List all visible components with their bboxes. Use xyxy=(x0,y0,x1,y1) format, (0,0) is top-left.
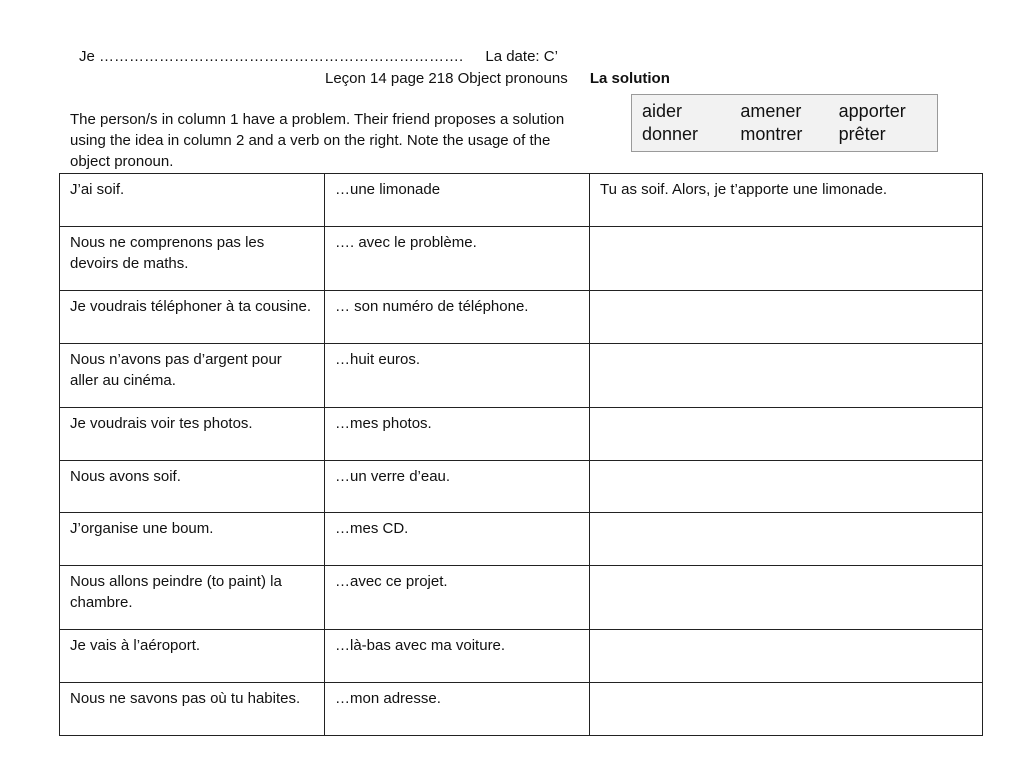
idea-cell: …avec ce projet. xyxy=(325,566,590,630)
idea-cell: …mes CD. xyxy=(325,513,590,566)
verb-row xyxy=(642,123,937,146)
lesson-line xyxy=(325,70,670,87)
table-row xyxy=(60,461,983,513)
problem-cell: Nous ne comprenons pas les devoirs de maths. xyxy=(60,227,325,291)
idea-cell: …mes photos. xyxy=(325,408,590,461)
verb: prêter xyxy=(838,124,886,144)
problem-cell: Je voudrais voir tes photos. xyxy=(60,408,325,461)
problem-cell: Nous allons peindre (to paint) la chambre. xyxy=(60,566,325,630)
idea-cell: …un verre d’eau. xyxy=(325,461,590,513)
solution-cell[interactable] xyxy=(590,630,983,683)
problem-cell: Nous avons soif. xyxy=(60,461,325,513)
date-label: La date: C’ xyxy=(485,48,558,65)
solution-cell[interactable] xyxy=(590,344,983,408)
solution-heading: La solution xyxy=(589,70,670,87)
problem-cell: Je voudrais téléphoner à ta cousine. xyxy=(60,291,325,344)
verb-bank xyxy=(631,94,938,152)
name-date-line xyxy=(79,48,558,65)
table-row xyxy=(60,227,983,291)
verb: apporter xyxy=(838,101,906,121)
table-row xyxy=(60,566,983,630)
instructions: The person/s in column 1 have a problem. Their friend proposes a solution using the idea in column 2 and a verb on the right. Note the usage of the object pronoun. xyxy=(70,111,565,170)
problem-cell: Nous n’avons pas d’argent pour aller au cinéma. xyxy=(60,344,325,408)
table-row xyxy=(60,630,983,683)
idea-cell: …huit euros. xyxy=(325,344,590,408)
lesson-title: Leçon 14 page 218 Object pronouns xyxy=(325,70,568,87)
problem-cell: Je vais à l’aéroport. xyxy=(60,630,325,683)
table-row xyxy=(60,291,983,344)
solution-cell[interactable]: Tu as soif. Alors, je t’apporte une limonade. xyxy=(590,174,983,227)
table-row xyxy=(60,344,983,408)
solution-cell[interactable] xyxy=(590,227,983,291)
problem-cell: J’ai soif. xyxy=(60,174,325,227)
verb: amener xyxy=(740,101,802,121)
table-row xyxy=(60,513,983,566)
table-row xyxy=(60,174,983,227)
table-row xyxy=(60,683,983,736)
problem-cell: J’organise une boum. xyxy=(60,513,325,566)
solution-cell[interactable] xyxy=(590,291,983,344)
idea-cell: …là-bas avec ma voiture. xyxy=(325,630,590,683)
name-line: Je ………………………………………………………………. xyxy=(79,48,464,65)
verb: montrer xyxy=(740,124,803,144)
table-row xyxy=(60,408,983,461)
solution-cell[interactable] xyxy=(590,408,983,461)
solution-cell[interactable] xyxy=(590,683,983,736)
solution-cell[interactable] xyxy=(590,566,983,630)
verb-row xyxy=(642,100,937,123)
solution-cell[interactable] xyxy=(590,513,983,566)
verb: donner xyxy=(642,124,699,144)
idea-cell: … son numéro de téléphone. xyxy=(325,291,590,344)
verb: aider xyxy=(642,101,683,121)
idea-cell: …une limonade xyxy=(325,174,590,227)
problem-cell: Nous ne savons pas où tu habites. xyxy=(60,683,325,736)
idea-cell: …. avec le problème. xyxy=(325,227,590,291)
exercise-table xyxy=(59,173,983,736)
idea-cell: …mon adresse. xyxy=(325,683,590,736)
solution-cell[interactable] xyxy=(590,461,983,513)
